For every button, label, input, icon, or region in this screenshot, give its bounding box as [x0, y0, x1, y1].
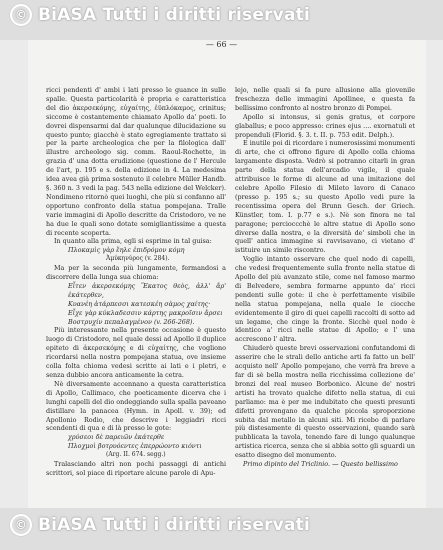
- greek-verse: Κυανέη ἀτάρπεσσι κατεσκέη σὰμος χαίτης·: [68, 299, 211, 308]
- greek-verse: Πλοχμοὶ βοτρυόεντες ἐπερρώοντο κιόντι: [68, 442, 202, 451]
- watermark-bottom-text: BiASA Tutti i diritti riservati: [38, 515, 310, 535]
- paragraph: E inutile poi di ricordare i numerosissimi monumenti di arte, che ci offrono figure di Apollo colla chioma largamente disposta. Vedrò si potranno citarli in gran parte della statua dell'arcadio vigile, il quale attribuisce le forme di alcune ad una imitazione del celebre Apollo Filesio di Mileto lavoro di Canaco (presso p. 195 s.; su questo Apollo vedi pure la recentissima opera del Brunn Gesch. der Griech. Künstler, tom. I. p.77 e s.). Nè son finora ne tal paragone; percioccchè le altre statue di Apollo sono diverse dalla nostra, e la diversità de' simboli che in quell' antica immagine si ravvisavano, ci vietano d' istituire un simile riscontro.: [235, 139, 415, 255]
- paragraph: lejo, nelle quali si fa pure allusione alla giovenile freschezza delle immagini Apollinee, e questa fa bellissimo confronto al nostro bronzo di Pompei.: [235, 86, 415, 112]
- watermark-bottom-bar: [0, 508, 443, 550]
- paragraph: Chiuderò queste brevi osservazioni confutandomi di asserire che le strali dello antiche arti fa fatto un bell' acquisto nell' Apollo pompejano, che verrà fra breve a far di sè bella mostra nella ricchissima collezione de' bronzi del real museo Borbonico. Alcune de' nostri artisti ha trovato qualche difetto nella statua, di cui parliamo: ma è per me indubitato che questi presunti difetti provengano da qualche piccola sproporzione subita dal metallo in alcuni siti. Mi ricebo di parlare più distesamente di questo osservazioni, quando sarà pubblicata la tavola, tenendo fare di lungo qualunque artistica ricerca, senza che si abbia sotto gli sguardi un esatto disegno del monumento.: [235, 344, 415, 460]
- paragraph: Voglio intanto osservare che quel nodo di capelli, che vedesi frequentemente sulla fronte nella statue di Apollo del più avanzato stile, come nel famoso marmo di Belvedere, sembra formarne appunto da' ricci pendenti sulle gote: il che è perfettamente visibile nella statua pompejana, nella quale le ciocche evidentemente il giro di quei capelli raccolti di sotto ad un legame, che cinge la fronte. Sicchè quel nodo è identico a' ricci nelle statue di Apollo; e l' una accrescono l' altra.: [235, 255, 415, 344]
- greek-verse: Πλοκαμὶς γὰρ ἔηλε ἐπιδρόμον κόμη: [68, 246, 185, 255]
- copyright-icon: ©: [10, 4, 32, 26]
- left-column: [46, 86, 226, 478]
- watermark-bottom: [10, 514, 310, 536]
- paragraph: ricci pendenti d' ambi i lati presso le guance in sulle spalle. Questa particolarità è propria e caratteristica del dio ἀκερσεκόμης, εὐχαίτης, ἐϋπλόκαμος, crinitus; siccome è costantemente chiamato Apollo da' poeti. Io dovrei dispensarmi dal dar qualunque dilucidazione su questo punto; giacchè è stato egregiamente trattato si per la parte archeologica che per la filologica dall' illustre archeologo sig. comm. Raoul-Rochette, in grazia d' una dotta erudizione (questione de l' Hercule de l'art, p. 195 e s. della edizione in 4. La medesima idea avea già prima sostenuto il celebre Müller Handb. §. 360 n. 3 vedi la pag. 543 nella edizione del Welcker). Nondimeno ritornò quei luoghi, che più si confanno all' opportuno confronto della statua pompejana. Tralle varie immagini di Apollo descritte da Cristodoro, ve ne ha due le quali sono dotate somigliantissime a questa di recente scoperta.: [46, 86, 226, 237]
- watermark-top-bar: [0, 0, 443, 40]
- paragraph: In quanto alla prima, egli si esprime in tal guisa:: [54, 237, 212, 246]
- paragraph: Tralasciando altri non pochi passaggi di antichi scrittori, sol piace di riportare alcune parole di Apu-: [46, 460, 226, 477]
- citation: (Arg. II. 674. segg.): [106, 451, 166, 459]
- section-heading: Primo dipinto del Triclinio. — Questo bellissimo: [243, 460, 398, 469]
- copyright-icon: ©: [10, 514, 32, 536]
- paragraph: Apollo si intonsus, si genis gratus, et corpore glaballus; e poco appresso: crines ejus .... exornatuli et propenduli (Florid. §. 3. t. II. p. 753 edit. Delph.).: [235, 112, 415, 139]
- paragraph: Ma per la seconda più lungamente, fermandosi a discorrere della lunga sua chioma:: [46, 264, 226, 282]
- greek-verse: Εἶτεν ἀκερσεκόμης Ἕκατος θεὸς, ἀλλ' ἄρ' ἐκάτερθεν,: [68, 281, 226, 299]
- paragraph: Più interessante nella presente occasione è questo luogo di Cristodoro, nel quale dessi ad Apollo il duplice epiteto di ἀκερσεκόμης e di εὐχαίτης, che vogliono ricordarsi nella nostra pompejana statua, ove insieme colla folta chioma vedesi scritte ai lati e i pletri, e senza dubbio ancora anticamente la cetra.: [46, 326, 226, 379]
- greek-verse: Βοστρυχίν πεπαλαγμένον (v. 266-268).: [68, 317, 195, 326]
- citation: Ἀμύκηνύρος (v. 284).: [106, 255, 170, 263]
- page-number: — 66 —: [205, 40, 238, 49]
- right-column: [235, 86, 415, 469]
- greek-verse: χρύσεοι δὲ παρειῶν ἐκάτερθε: [68, 433, 165, 442]
- watermark-top-text: BiASA Tutti i diritti riservati: [38, 5, 310, 25]
- greek-verse: Εἶχε γὰρ κύκλαδεσσιν κάρτης μακροῖσιν ἄρσει: [68, 308, 223, 317]
- paragraph: Nè diversamente accennano a questa caratteristica di Apollo, Callimaco, che poeticamente dicerva che i lunghi capelli del dio ondeggiando sulla spalla paveano distillare la panacea (Hymn. in Apoll. v. 39); ed Apollonio Rodio, che descrive i leggiadri ricci scendenti di qua e di là presso le gote:: [46, 379, 226, 433]
- watermark-top: [10, 4, 310, 26]
